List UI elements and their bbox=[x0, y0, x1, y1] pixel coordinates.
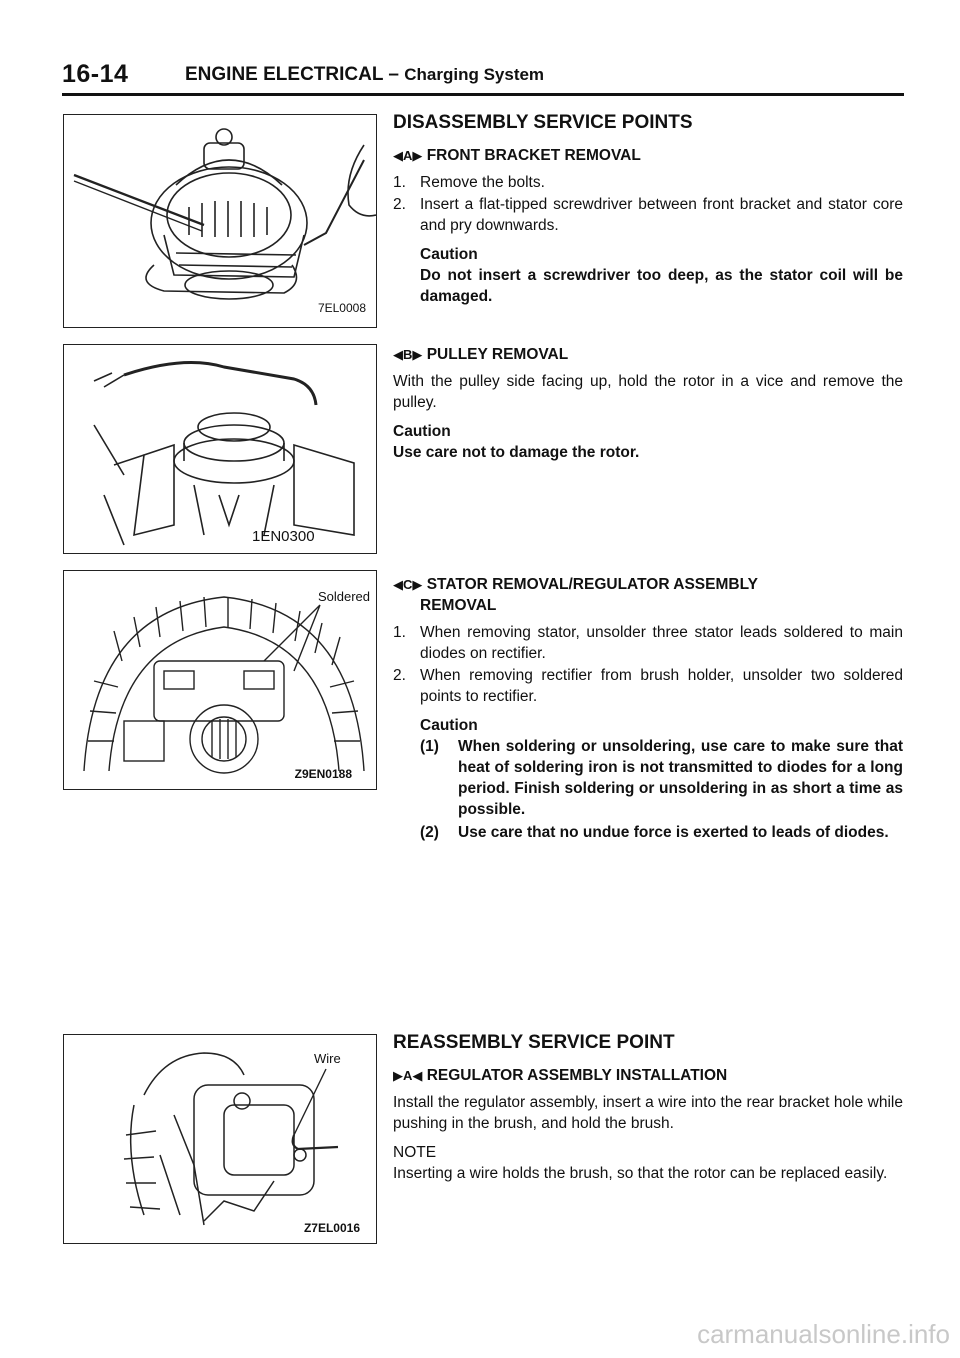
subheading-pulley: ◀B▶ PULLEY REMOVAL bbox=[393, 346, 569, 363]
caution-item: (2) Use care that no undue force is exerted to leads of diodes. bbox=[420, 824, 889, 841]
brush-wire-illustration bbox=[64, 1035, 376, 1243]
figure-code: 7EL0008 bbox=[317, 301, 366, 315]
caution-item: (1) When soldering or unsoldering, use care to make sure that heat of soldering iron is not transmitted to diodes for a long period. Finish soldering or unsoldering in as short a time as possible. bbox=[420, 738, 903, 818]
subheading-stator: ◀C▶ STATOR REMOVAL/REGULATOR ASSEMBLY REMOVAL bbox=[393, 576, 758, 614]
list-item: 2. When removing rectifier from brush holder, unsolder two soldered points to rectifier. bbox=[393, 667, 903, 705]
caution-stator: Caution (1) When soldering or unsoldering, use care to make sure that heat of soldering iron is not transmitted to diodes for a long period. Finish soldering or unsoldering in as short a time as possible. (2) Use care that no undue force is exerted to leads of diodes. bbox=[420, 717, 903, 841]
pulley-section bbox=[393, 344, 903, 463]
list-item: 1. Remove the bolts. bbox=[393, 174, 545, 191]
subheading-regulator: ▶A◀ REGULATOR ASSEMBLY INSTALLATION bbox=[393, 1067, 728, 1084]
pulley-vice-illustration bbox=[64, 345, 376, 553]
page-number: 16-14 bbox=[62, 60, 129, 88]
watermark: carmanualsonline.info bbox=[697, 1319, 950, 1349]
header-rule bbox=[62, 93, 904, 96]
regulator-text: Install the regulator assembly, insert a wire into the rear bracket hole while pushing in the brush, and hold the brush. bbox=[393, 1094, 903, 1132]
disassembly-heading: DISASSEMBLY SERVICE POINTS bbox=[393, 112, 693, 133]
figure-code: Z7EL0016 bbox=[303, 1221, 360, 1235]
caution-pulley: Caution Use care not to damage the rotor. bbox=[393, 423, 640, 461]
figure-pulley-removal bbox=[63, 344, 377, 554]
disassembly-section bbox=[393, 112, 903, 307]
figure-code: 1EN0300 bbox=[252, 528, 315, 545]
pulley-text: With the pulley side facing up, hold the rotor in a vice and remove the pulley. bbox=[393, 373, 903, 411]
note-text: Inserting a wire holds the brush, so that the rotor can be replaced easily. bbox=[393, 1165, 888, 1182]
list-item: 2. Insert a flat-tipped screwdriver between front bracket and stator core and pry downwards. bbox=[393, 196, 903, 234]
figure-front-bracket bbox=[63, 114, 377, 328]
reassembly-heading: REASSEMBLY SERVICE POINT bbox=[393, 1032, 675, 1053]
alternator-pry-illustration bbox=[64, 115, 376, 327]
subheading-front-bracket: ◀A▶ FRONT BRACKET REMOVAL bbox=[393, 147, 641, 164]
caution-front-bracket: Caution Do not insert a screwdriver too deep, as the stator coil will be damaged. bbox=[420, 246, 903, 305]
stator-section bbox=[393, 574, 903, 845]
figure-stator-soldered bbox=[63, 570, 377, 790]
section-subtitle: Charging System bbox=[404, 65, 545, 84]
page-header bbox=[62, 60, 904, 94]
figure-callout: Wire bbox=[314, 1051, 341, 1066]
reassembly-section bbox=[393, 1032, 903, 1192]
figure-wire-installation bbox=[63, 1034, 377, 1244]
note-label: NOTE bbox=[393, 1144, 437, 1161]
list-item: 1. When removing stator, unsolder three stator leads soldered to main diodes on rectifier. bbox=[393, 624, 903, 662]
stator-steps bbox=[393, 622, 903, 707]
section-title: ENGINE ELECTRICAL – Charging System bbox=[185, 64, 545, 85]
front-bracket-steps bbox=[393, 172, 903, 236]
figure-code: Z9EN0188 bbox=[294, 767, 352, 781]
figure-callout: Soldered bbox=[317, 589, 370, 604]
